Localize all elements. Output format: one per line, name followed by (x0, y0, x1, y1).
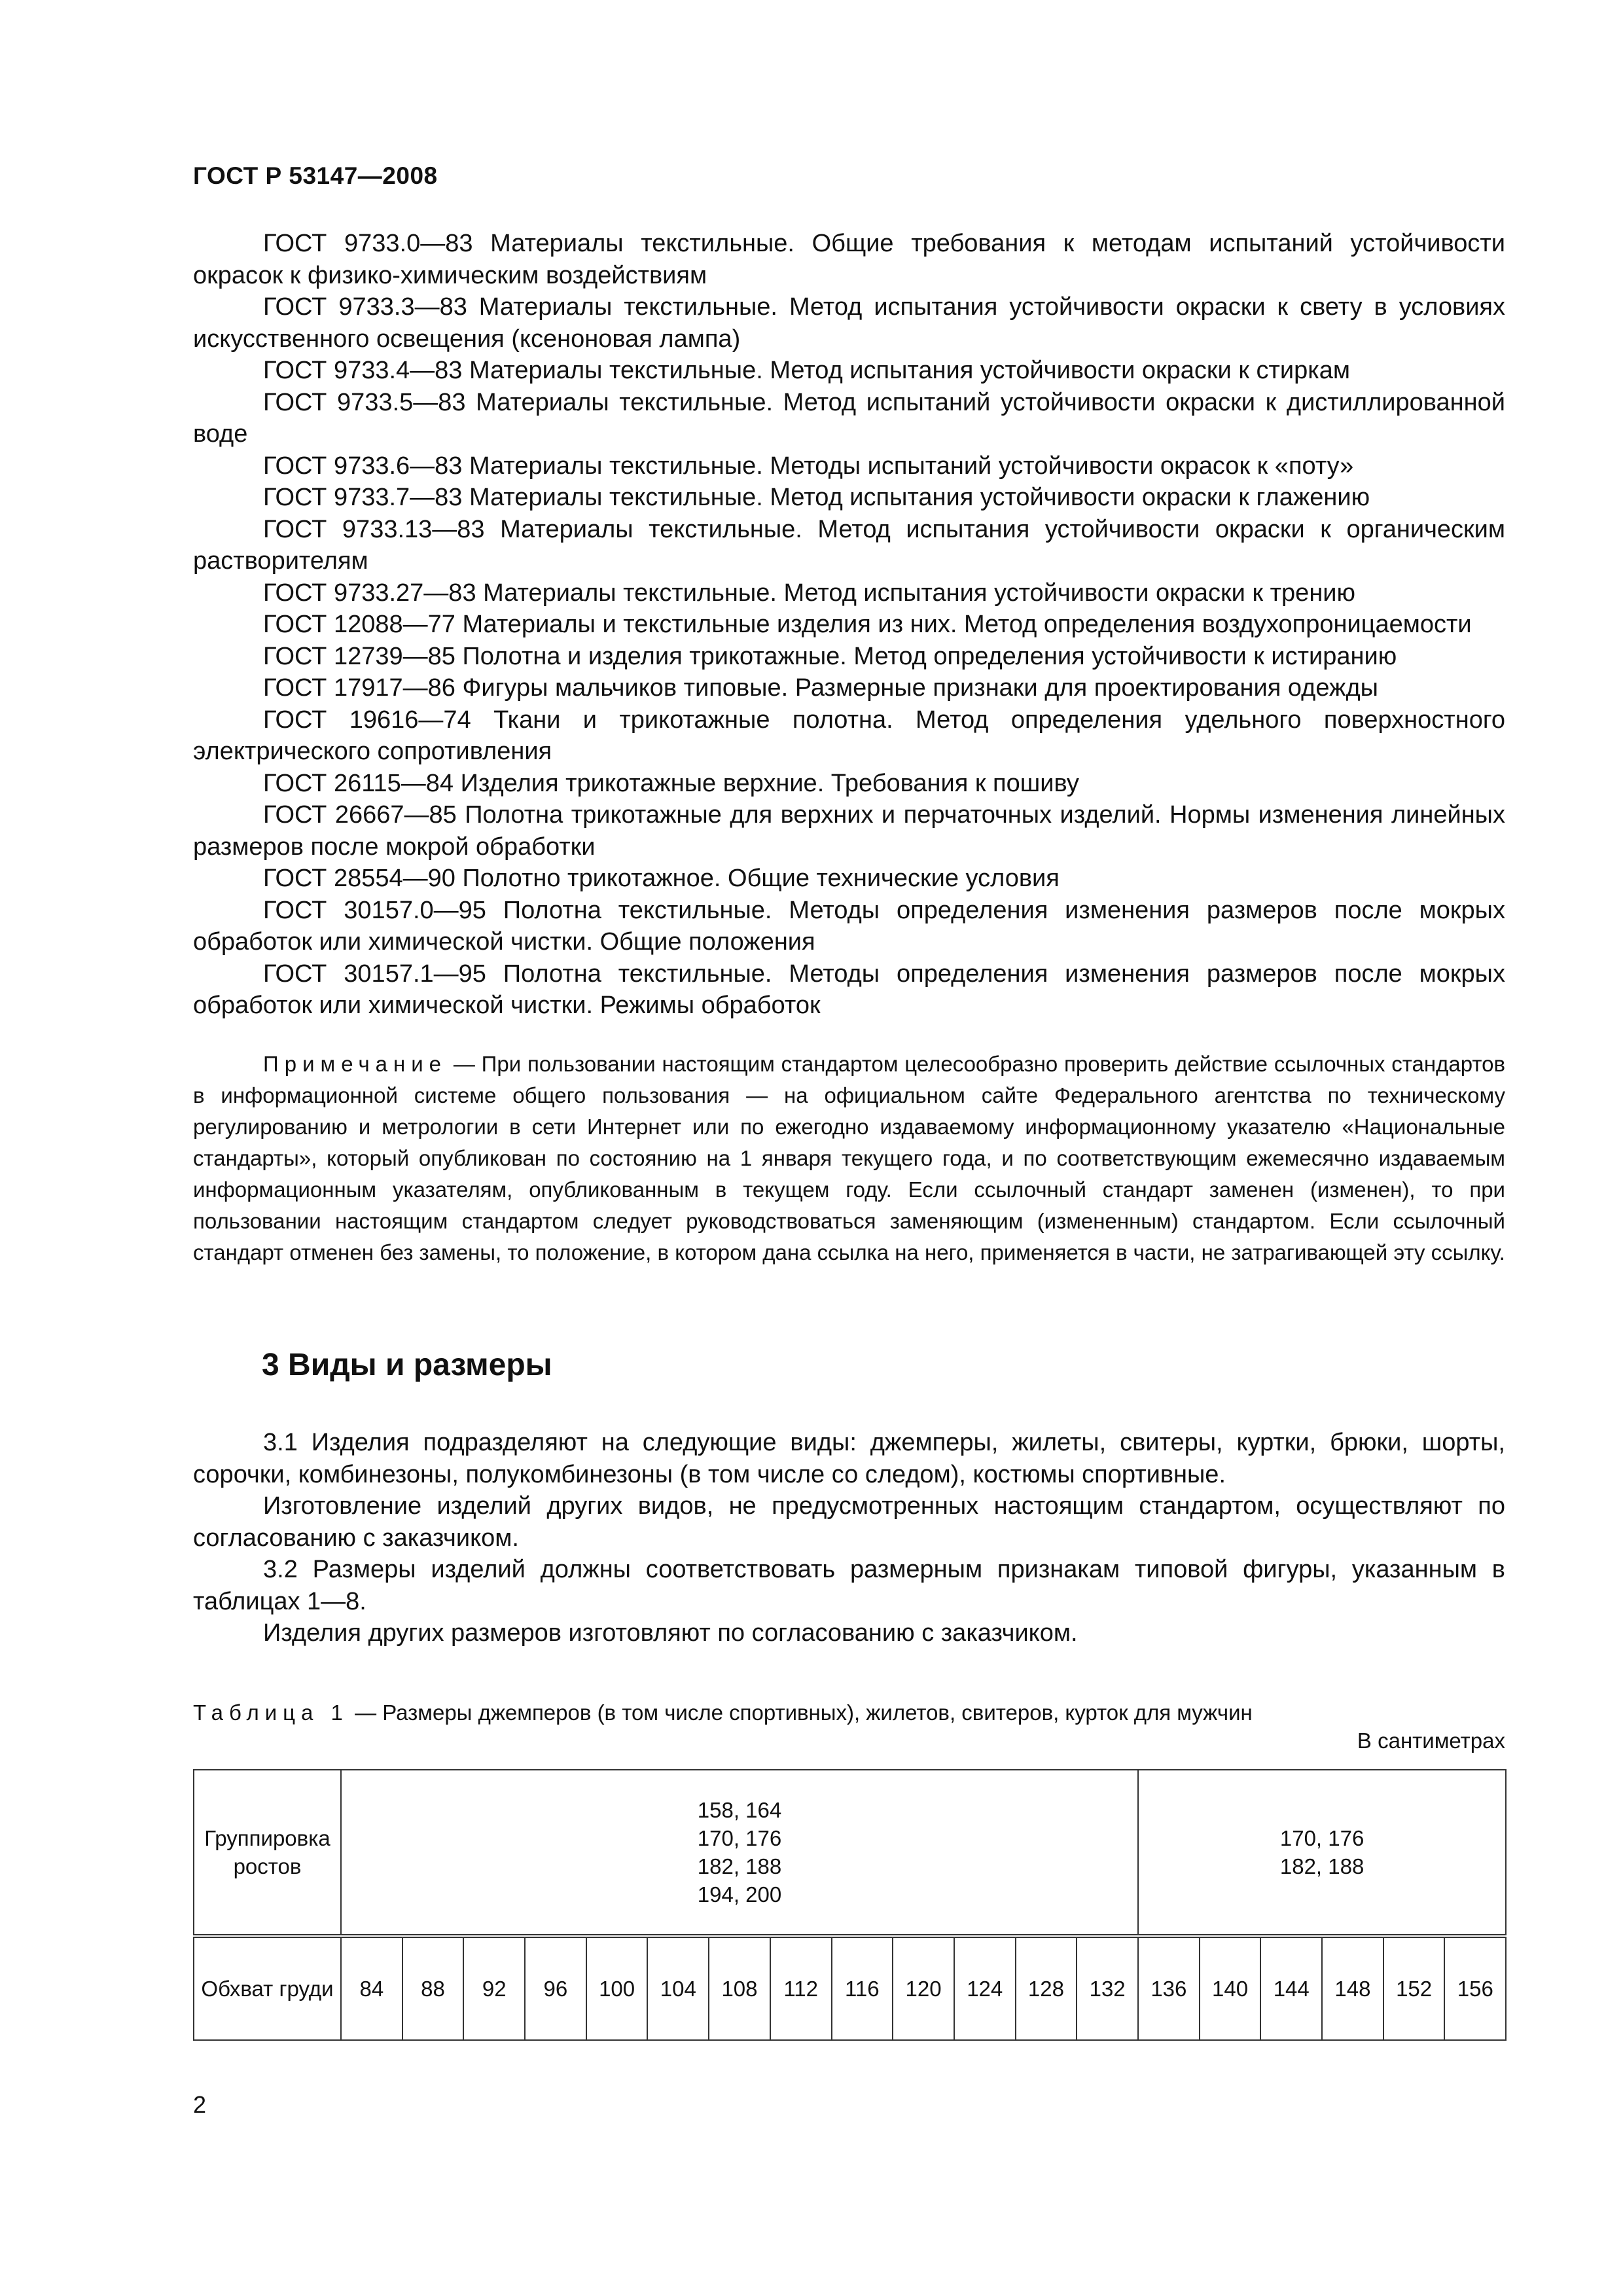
chest-value-cell: 92 (463, 1936, 525, 2040)
reference-item: ГОСТ 19616—74 Ткани и трикотажные полотна. Метод определения удельного поверхностного электрического сопротивления (193, 706, 1505, 765)
document-header: ГОСТ Р 53147—2008 (193, 162, 438, 189)
table-caption-text: — Размеры джемперов (в том числе спортивных), жилетов, свитеров, курток для мужчин (348, 1700, 1253, 1725)
chest-value-cell: 144 (1260, 1936, 1322, 2040)
reference-item: ГОСТ 9733.4—83 Материалы текстильные. Метод испытания устойчивости окраски к стиркам (263, 357, 1350, 384)
reference-item: ГОСТ 30157.0—95 Полотна текстильные. Методы определения изменения размеров после мокрых обработок или химической чистки. Общие положения (193, 896, 1505, 956)
table-caption (193, 1698, 1505, 1727)
section-body (193, 1427, 1505, 1649)
chest-value-cell: 108 (709, 1936, 770, 2040)
note-text: — При пользовании настоящим стандартом целесообразно проверить действие ссылочных стандартов в информационной системе общего пользования — на официальном сайте Федерального агентства по техническому регулированию и метрологии в сети Интернет или по ежегодно издаваемому информационному указателю «Национальные стандарты», который опубликован по состоянию на 1 января текущего года, и по соответствующим ежемесячно издаваемым информационным указателям, опубликованным в текущем году. Если ссылочный стандарт заменен (изменен), то при пользовании настоящим стандартом следует руководствоваться заменяющим (измененным) стандартом. Если ссылочный стандарт отменен без замены, то положение, в котором дана ссылка на него, применяется в части, не затрагивающей эту ссылку. (193, 1052, 1505, 1265)
chest-value-cell: 124 (954, 1936, 1016, 2040)
section-paragraph: Изготовление изделий других видов, не предусмотренных настоящим стандартом, осуществляют по согласованию с заказчиком. (193, 1492, 1505, 1552)
height-group-line: 182, 188 (697, 1854, 782, 1878)
chest-value-cell: 152 (1383, 1936, 1445, 2040)
section-paragraph: 3.1 Изделия подразделяют на следующие виды: джемперы, жилеты, свитеры, куртки, брюки, шорты, сорочки, комбинезоны, полукомбинезоны (в том числе со следом), костюмы спортивные. (193, 1429, 1505, 1488)
reference-item: ГОСТ 12739—85 Полотна и изделия трикотажные. Метод определения устойчивости к истиранию (263, 642, 1397, 670)
table-unit: В сантиметрах (1357, 1729, 1505, 1753)
height-group-cell (1138, 1770, 1506, 1936)
reference-item: ГОСТ 26115—84 Изделия трикотажные верхние. Требования к пошиву (263, 769, 1079, 797)
chest-value-cell: 156 (1444, 1936, 1506, 2040)
reference-item: ГОСТ 12088—77 Материалы и текстильные изделия из них. Метод определения воздухопроницаемости (263, 611, 1472, 638)
chest-value-cell: 148 (1322, 1936, 1383, 2040)
chest-value-cell: 96 (525, 1936, 586, 2040)
chest-value-cell: 132 (1077, 1936, 1138, 2040)
note-label: Примечание (263, 1052, 448, 1076)
chest-value-cell: 104 (647, 1936, 709, 2040)
height-group-line: 170, 176 (697, 1826, 782, 1850)
reference-item: ГОСТ 9733.3—83 Материалы текстильные. Метод испытания устойчивости окраски к свету в условиях искусственного освещения (ксеноновая лампа) (193, 293, 1505, 353)
table-row (194, 1770, 1506, 1936)
chest-value-cell: 88 (402, 1936, 464, 2040)
height-group-cell (341, 1770, 1138, 1936)
table-row (194, 1936, 1506, 2040)
normative-references-list (193, 228, 1505, 1022)
chest-value-cell: 112 (770, 1936, 832, 2040)
chest-value-cell: 120 (893, 1936, 954, 2040)
reference-item: ГОСТ 9733.27—83 Материалы текстильные. Метод испытания устойчивости окраски к трению (263, 579, 1356, 607)
section-paragraph: Изделия других размеров изготовляют по согласованию с заказчиком. (263, 1619, 1078, 1647)
chest-value-cell: 84 (341, 1936, 402, 2040)
section-paragraph: 3.2 Размеры изделий должны соответствовать размерным признакам типовой фигуры, указанным в таблицах 1—8. (193, 1556, 1505, 1615)
reference-item: ГОСТ 30157.1—95 Полотна текстильные. Методы определения изменения размеров после мокрых обработок или химической чистки. Режимы обработок (193, 960, 1505, 1019)
reference-item: ГОСТ 9733.13—83 Материалы текстильные. Метод испытания устойчивости окраски к органическим растворителям (193, 515, 1505, 575)
section-title: 3 Виды и размеры (262, 1348, 552, 1382)
reference-item: ГОСТ 9733.0—83 Материалы текстильные. Общие требования к методам испытаний устойчивости окрасок к физико-химическим воздействиям (193, 230, 1505, 289)
chest-value-cell: 116 (832, 1936, 893, 2040)
reference-item: ГОСТ 9733.5—83 Материалы текстильные. Метод испытаний устойчивости окраски к дистиллированной воде (193, 388, 1505, 448)
chest-girth-label: Обхват груди (194, 1936, 341, 2040)
height-grouping-label: Группировка ростов (194, 1770, 341, 1936)
height-group-line: 170, 176 (1279, 1826, 1364, 1850)
height-group-line: 158, 164 (697, 1798, 782, 1822)
note-paragraph (193, 1049, 1505, 1268)
reference-item: ГОСТ 9733.7—83 Материалы текстильные. Метод испытания устойчивости окраски к глажению (263, 484, 1370, 511)
height-group-line: 182, 188 (1279, 1854, 1364, 1878)
page-number: 2 (193, 2091, 207, 2118)
chest-value-cell: 136 (1138, 1936, 1200, 2040)
reference-item: ГОСТ 17917—86 Фигуры мальчиков типовые. Размерные признаки для проектирования одежды (263, 674, 1378, 702)
table-caption-label: Таблица 1 (193, 1700, 349, 1725)
chest-value-cell: 140 (1200, 1936, 1261, 2040)
reference-item: ГОСТ 26667—85 Полотна трикотажные для верхних и перчаточных изделий. Нормы изменения линейных размеров после мокрой обработки (193, 801, 1505, 861)
height-group-line: 194, 200 (697, 1882, 782, 1907)
reference-item: ГОСТ 28554—90 Полотно трикотажное. Общие технические условия (263, 865, 1060, 892)
chest-value-cell: 128 (1016, 1936, 1077, 2040)
chest-value-cell: 100 (586, 1936, 648, 2040)
size-table (193, 1769, 1507, 2041)
reference-item: ГОСТ 9733.6—83 Материалы текстильные. Методы испытаний устойчивости окрасок к «поту» (263, 452, 1354, 480)
